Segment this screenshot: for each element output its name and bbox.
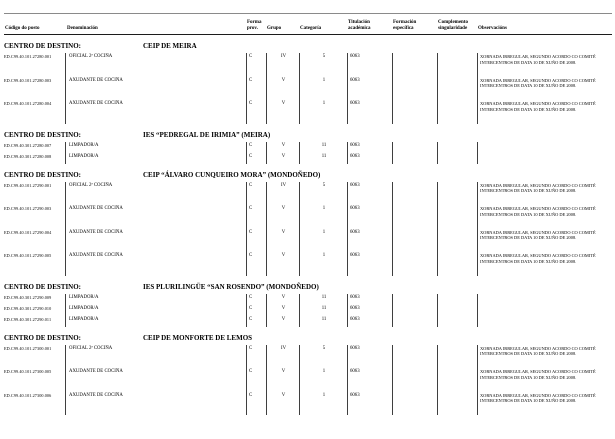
centro-destino-label: CENTRO DE DESTINO: xyxy=(4,282,82,291)
cell-codigo-posto: ED.C99.40.101.27300.006 xyxy=(4,392,66,416)
cell-categoria: 11 xyxy=(299,294,347,305)
centro-section xyxy=(4,283,612,327)
cell-observacions: XORNADA IRREGULAR, SEGUNDO ACORDO CO COMITÉ INTERCENTROS DE DATA 10 DE XUÑO DE 2008. xyxy=(477,182,612,206)
column-header-observacions: Observacións xyxy=(478,25,507,31)
cell-formacion xyxy=(392,182,437,206)
column-header-complemento: Complemento singularidade xyxy=(438,19,468,31)
cell-observacions: XORNADA IRREGULAR, SEGUNDO ACORDO CO COMITÉ INTERCENTROS DE DATA 10 DE XUÑO DE 2008. xyxy=(477,229,612,253)
table-row xyxy=(4,182,612,206)
cell-formacion xyxy=(392,205,437,229)
centro-destino-name: CEIP DE MEIRA xyxy=(143,42,197,50)
centro-destino-label: CENTRO DE DESTINO: xyxy=(4,170,82,179)
centro-heading xyxy=(4,131,612,139)
cell-formacion xyxy=(392,294,437,305)
cell-codigo-posto: ED.C99.40.101.27300.005 xyxy=(4,368,66,392)
centro-section xyxy=(4,131,612,164)
centro-section xyxy=(4,42,612,124)
cell-complemento xyxy=(437,294,477,305)
cell-formacion xyxy=(392,153,437,164)
cell-complemento xyxy=(437,182,477,206)
column-header-forma-prov: Forma prov. xyxy=(247,19,262,31)
cell-denominacion: LIMPADOR/A xyxy=(69,142,99,148)
cell-forma-prov: C xyxy=(246,53,266,77)
cell-denominacion: OFICIAL 2ª COCIÑA xyxy=(69,182,113,188)
cell-titulacion: 6063 xyxy=(347,345,392,369)
table-row xyxy=(4,294,612,305)
cell-observacions: XORNADA IRREGULAR, SEGUNDO ACORDO CO COMITÉ INTERCENTROS DE DATA 10 DE XUÑO DE 2008. xyxy=(477,252,612,276)
cell-complemento xyxy=(437,153,477,164)
cell-denominacion: AXUDANTE DE COCIÑA xyxy=(69,369,123,374)
cell-grupo: V xyxy=(266,392,299,416)
cell-grupo: V xyxy=(266,142,299,153)
cell-categoria: 1 xyxy=(299,368,347,392)
section-rows xyxy=(4,53,612,124)
cell-formacion xyxy=(392,142,437,153)
section-rows xyxy=(4,182,612,276)
cell-titulacion: 6063 xyxy=(347,316,392,327)
cell-codigo-posto: ED.C99.40.101.27300.001 xyxy=(4,345,66,369)
column-header-codigo: Código do posto xyxy=(5,25,40,31)
table-row xyxy=(4,392,612,416)
cell-denominacion: AXUDANTE DE COCIÑA xyxy=(69,229,123,235)
cell-denominacion: LIMPADOR/A xyxy=(69,316,99,322)
cell-formacion xyxy=(392,53,437,77)
cell-grupo: V xyxy=(266,205,299,229)
cell-titulacion: 6063 xyxy=(347,294,392,305)
centro-destino-label: CENTRO DE DESTINO: xyxy=(4,130,82,139)
cell-observacions xyxy=(477,294,612,305)
centro-heading xyxy=(4,42,612,50)
cell-titulacion: 6063 xyxy=(347,182,392,206)
cell-forma-prov: C xyxy=(246,252,266,276)
cell-categoria: 1 xyxy=(299,392,347,416)
cell-grupo: IV xyxy=(266,53,299,77)
cell-complemento xyxy=(437,316,477,327)
cell-formacion xyxy=(392,316,437,327)
cell-observacions: XORNADA IRREGULAR, SEGUNDO ACORDO CO COMITÉ INTERCENTROS DE DATA 10 DE XUÑO DE 2008. xyxy=(477,77,612,101)
cell-formacion xyxy=(392,392,437,416)
centro-section xyxy=(4,334,612,416)
cell-formacion xyxy=(392,77,437,101)
cell-codigo-posto: ED.C99.40.101.27290.001 xyxy=(4,182,66,206)
centro-destino-name: IES “PEDREGAL DE IRIMIA” (MEIRA) xyxy=(143,130,271,139)
centro-heading xyxy=(4,334,612,342)
cell-forma-prov: C xyxy=(246,142,266,153)
cell-denominacion: AXUDANTE DE COCIÑA xyxy=(69,206,123,211)
cell-observacions xyxy=(477,153,612,164)
centro-heading xyxy=(4,283,612,291)
cell-observacions: XORNADA IRREGULAR, SEGUNDO ACORDO CO COMITÉ INTERCENTROS DE DATA 10 DE XUÑO DE 2008. xyxy=(477,345,612,369)
centro-destino-name: IES PLURILINGÜE “SAN ROSENDO” (MONDOÑEDO) xyxy=(143,282,319,291)
table-row xyxy=(4,305,612,316)
table-row xyxy=(4,77,612,101)
section-rows xyxy=(4,142,612,164)
cell-codigo-posto: ED.C99.40.101.27280.003 xyxy=(4,77,66,101)
cell-grupo: V xyxy=(266,252,299,276)
column-header-categoria: Categoría xyxy=(300,25,322,31)
cell-observacions: XORNADA IRREGULAR, SEGUNDO ACORDO CO COMITÉ INTERCENTROS DE DATA 10 DE XUÑO DE 2008. xyxy=(477,392,612,416)
cell-observacions: XORNADA IRREGULAR, SEGUNDO ACORDO CO COMITÉ INTERCENTROS DE DATA 10 DE XUÑO DE 2008. xyxy=(477,368,612,392)
cell-grupo: V xyxy=(266,229,299,253)
cell-forma-prov: C xyxy=(246,182,266,206)
cell-codigo-posto: ED.C99.40.101.27290.004 xyxy=(4,229,66,253)
cell-titulacion: 6063 xyxy=(347,392,392,416)
cell-complemento xyxy=(437,53,477,77)
table-row xyxy=(4,153,612,164)
cell-formacion xyxy=(392,368,437,392)
cell-formacion xyxy=(392,345,437,369)
cell-grupo: IV xyxy=(266,182,299,206)
cell-observacions: XORNADA IRREGULAR, SEGUNDO ACORDO CO COMITÉ INTERCENTROS DE DATA 10 DE XUÑO DE 2008. xyxy=(477,205,612,229)
cell-complemento xyxy=(437,392,477,416)
centro-destino-label: CENTRO DE DESTINO: xyxy=(4,333,82,342)
cell-complemento xyxy=(437,305,477,316)
column-header-denominacion: Denominación xyxy=(67,25,98,31)
cell-codigo-posto: ED.C99.40.301.27280.007 xyxy=(4,142,66,153)
section-rows xyxy=(4,294,612,327)
table-row xyxy=(4,100,612,124)
cell-titulacion: 6063 xyxy=(347,368,392,392)
cell-denominacion: AXUDANTE DE COCIÑA xyxy=(69,253,123,258)
cell-titulacion: 6063 xyxy=(347,305,392,316)
cell-titulacion: 6063 xyxy=(347,100,392,124)
table-row xyxy=(4,205,612,229)
table-row xyxy=(4,142,612,153)
table-row xyxy=(4,252,612,276)
cell-forma-prov: C xyxy=(246,316,266,327)
cell-grupo: V xyxy=(266,100,299,124)
cell-codigo-posto: ED.C99.40.101.27280.004 xyxy=(4,100,66,124)
cell-grupo: V xyxy=(266,153,299,164)
cell-codigo-posto: ED.C99.40.301.27290.011 xyxy=(4,316,66,327)
column-header-titulacion: Titulación académica xyxy=(348,19,371,31)
cell-observacions: XORNADA IRREGULAR, SEGUNDO ACORDO CO COMITÉ INTERCENTROS DE DATA 10 DE XUÑO DE 2008. xyxy=(477,100,612,124)
cell-complemento xyxy=(437,345,477,369)
cell-formacion xyxy=(392,100,437,124)
cell-forma-prov: C xyxy=(246,153,266,164)
cell-complemento xyxy=(437,77,477,101)
cell-grupo: V xyxy=(266,316,299,327)
cell-forma-prov: C xyxy=(246,205,266,229)
cell-titulacion: 6063 xyxy=(347,53,392,77)
cell-categoria: 1 xyxy=(299,229,347,253)
cell-denominacion: LIMPADOR/A xyxy=(69,305,99,311)
centro-destino-name: CEIP “ÁLVARO CUNQUEIRO MORA” (MONDOÑEDO) xyxy=(143,170,321,179)
cell-forma-prov: C xyxy=(246,368,266,392)
cell-observacions xyxy=(477,305,612,316)
cell-observacions xyxy=(477,316,612,327)
cell-categoria: 11 xyxy=(299,153,347,164)
table-row xyxy=(4,345,612,369)
cell-denominacion: LIMPADOR/A xyxy=(69,153,99,159)
cell-codigo-posto: ED.C99.40.301.27290.010 xyxy=(4,305,66,316)
cell-forma-prov: C xyxy=(246,345,266,369)
centro-destino-label: CENTRO DE DESTINO: xyxy=(4,42,82,50)
cell-denominacion: LIMPADOR/A xyxy=(69,294,99,300)
cell-denominacion: OFICIAL 2ª COCIÑA xyxy=(69,345,113,351)
centro-section xyxy=(4,171,612,276)
cell-complemento xyxy=(437,205,477,229)
cell-codigo-posto: ED.C99.40.101.27290.005 xyxy=(4,252,66,276)
cell-denominacion: AXUDANTE DE COCIÑA xyxy=(69,101,123,106)
cell-categoria: 1 xyxy=(299,252,347,276)
cell-categoria: 5 xyxy=(299,182,347,206)
cell-categoria: 11 xyxy=(299,305,347,316)
cell-complemento xyxy=(437,100,477,124)
cell-denominacion: AXUDANTE DE COCIÑA xyxy=(69,77,123,83)
cell-categoria: 1 xyxy=(299,77,347,101)
cell-grupo: IV xyxy=(266,345,299,369)
cell-denominacion: AXUDANTE DE COCIÑA xyxy=(69,392,123,398)
table-row xyxy=(4,53,612,77)
cell-titulacion: 6063 xyxy=(347,153,392,164)
table-body xyxy=(4,42,612,415)
cell-formacion xyxy=(392,305,437,316)
cell-forma-prov: C xyxy=(246,100,266,124)
cell-observacions: XORNADA IRREGULAR, SEGUNDO ACORDO CO COMITÉ INTERCENTROS DE DATA 10 DE XUÑO DE 2008. xyxy=(477,53,612,77)
cell-complemento xyxy=(437,142,477,153)
cell-categoria: 5 xyxy=(299,345,347,369)
table-row xyxy=(4,368,612,392)
cell-denominacion: OFICIAL 2ª COCIÑA xyxy=(69,54,113,59)
cell-codigo-posto: ED.C99.40.301.27280.008 xyxy=(4,153,66,164)
cell-complemento xyxy=(437,368,477,392)
cell-grupo: V xyxy=(266,305,299,316)
cell-forma-prov: C xyxy=(246,392,266,416)
cell-complemento xyxy=(437,229,477,253)
cell-forma-prov: C xyxy=(246,229,266,253)
cell-forma-prov: C xyxy=(246,77,266,101)
cell-categoria: 5 xyxy=(299,53,347,77)
column-header-formacion: Formación específica xyxy=(393,19,417,31)
cell-forma-prov: C xyxy=(246,294,266,305)
cell-codigo-posto: ED.C99.40.101.27280.001 xyxy=(4,53,66,77)
cell-formacion xyxy=(392,229,437,253)
cell-categoria: 11 xyxy=(299,142,347,153)
cell-formacion xyxy=(392,252,437,276)
cell-grupo: V xyxy=(266,368,299,392)
section-rows xyxy=(4,345,612,416)
cell-categoria: 11 xyxy=(299,316,347,327)
cell-codigo-posto: ED.C99.40.301.27290.009 xyxy=(4,294,66,305)
table-header xyxy=(4,13,612,35)
cell-grupo: V xyxy=(266,294,299,305)
cell-codigo-posto: ED.C99.40.101.27290.003 xyxy=(4,205,66,229)
table-row xyxy=(4,316,612,327)
cell-categoria: 1 xyxy=(299,100,347,124)
cell-observacions xyxy=(477,142,612,153)
cell-titulacion: 6063 xyxy=(347,229,392,253)
cell-complemento xyxy=(437,252,477,276)
cell-titulacion: 6063 xyxy=(347,205,392,229)
centro-heading xyxy=(4,171,612,179)
centro-destino-name: CEIP DE MONFORTE DE LEMOS xyxy=(143,333,253,342)
column-header-grupo: Grupo xyxy=(267,25,282,31)
cell-grupo: V xyxy=(266,77,299,101)
cell-categoria: 1 xyxy=(299,205,347,229)
cell-titulacion: 6063 xyxy=(347,252,392,276)
cell-titulacion: 6063 xyxy=(347,77,392,101)
cell-forma-prov: C xyxy=(246,305,266,316)
table-row xyxy=(4,229,612,253)
cell-titulacion: 6063 xyxy=(347,142,392,153)
